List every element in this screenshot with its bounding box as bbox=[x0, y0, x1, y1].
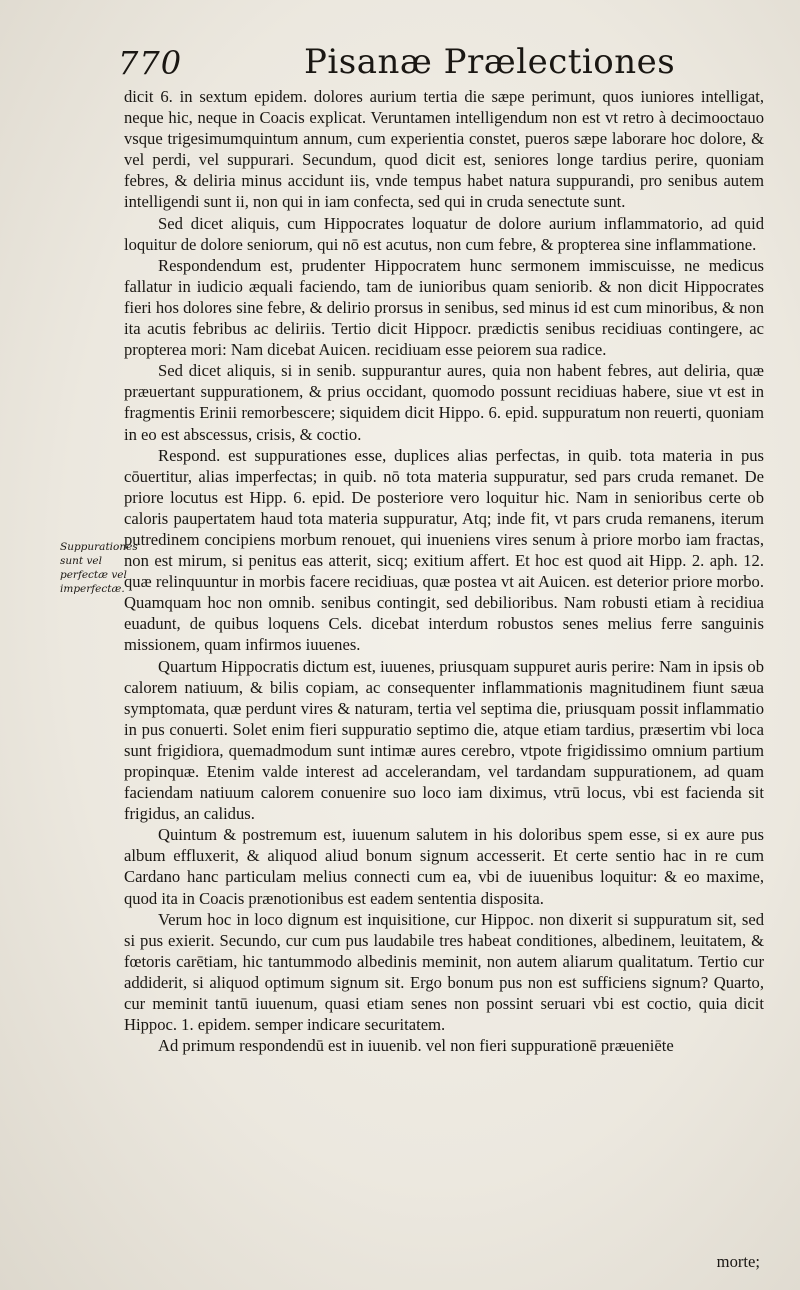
paragraph: Verum hoc in loco dignum est inquisitione, cur Hippoc. non dixerit si suppuratum sit, sed si pus exierit. Secundo, cur cum pus laudabile tres habeat conditiones, albedinem, leuitatem, & fœtoris carētiam, hic tantummodo albedinis meminit, non autem aliarum qualitatum. Tertio cur addiderit, si aliquod optimum signum sit. Ergo bonum pus non est sufficiens signum? Quarto, cur meminit tantū iuuenum, quasi etiam senes non possint seruari vbi est coctio, quia dicit Hippoc. 1. epidem. semper indicare securitatem. bbox=[124, 909, 764, 1035]
paragraph: Ad primum respondendū est in iuuenib. vel non fieri suppurationē præueniēte bbox=[158, 1036, 674, 1056]
page-number: 770 bbox=[118, 44, 183, 82]
paragraph: Sed dicet aliquis, cum Hippocrates loquatur de dolore aurium inflammatorio, ad quid loquitur de dolore seniorum, qui nō est acutus, non cum febre, & propterea sine inflammatione. bbox=[124, 213, 764, 254]
paragraph: Quintum & postremum est, iuuenum salutem in his doloribus spem esse, si ex aure pus album effluxerit, & aliquod aliud bonum signum accesserit. Et certe sentio hac in re cum Cardano hanc particulam melius connecti cum ea, vbi de iuuenibus loquitur: & eo maxime, quod ita in Coacis prænotionibus est eadem sententia disposita. bbox=[124, 825, 764, 908]
paragraph: dicit 6. in sextum epidem. dolores aurium tertia die sæpe perimunt, quos iuniores intelligat, neque hic, neque in Coacis explicat. Veruntamen intelligendum non est vt retro à decimooctauo vsque trigesimumquintum annum, cum experientia constet, pueros sæpe laborare hoc dolore, & vel perdi, vel suppurari. Secundum, quod dicit est, seniores longe tardius perire, quoniam febres, & deliria minus accidunt iis, vnde tempus habet natura suppurandi, pro senibus autem intelligendi sunt ii, non qui in iam confecta, sed qui in cruda senectute sunt. bbox=[124, 87, 764, 212]
page-header bbox=[118, 40, 758, 84]
body-text bbox=[124, 86, 764, 1056]
margin-note: Suppurationes sunt vel perfectæ vel imperfectæ. bbox=[60, 541, 138, 595]
catchword: morte; bbox=[716, 1252, 760, 1271]
running-title: Pisanæ Prælectiones bbox=[304, 42, 676, 82]
paragraph: Sed dicet aliquis, si in senib. suppurantur aures, quia non habent febres, aut deliria, quæ præuertant suppurationem, & prius occidant, quomodo possunt recidiuas habere, siue vt est in fragmentis Erinii remorbescere; siquidem dicit Hippo. 6. epid. suppuratum non reuerti, quoniam in eo est abscessus, crisis, & coctio. bbox=[124, 361, 764, 444]
paragraph: Respondendum est, prudenter Hippocratem hunc sermonem immiscuisse, ne medicus fallatur in iudicio æquali faciendo, tam de iunioribus quam seniorib. & non dicit Hippocrates fieri hos dolores sine febre, & delirio prorsus in senibus, sed minus id est cum minoribus, & non ita acutis febribus ac deliriis. Tertio dicit Hippocr. prædictis senibus recidiuas contingere, ac propterea mori: Nam dicebat Auicen. recidiuam esse peiorem sua radice. bbox=[124, 255, 764, 360]
paragraph: Respond. est suppurationes esse, duplices alias perfectas, in quib. tota materia in pus cōuertitur, alias imperfectas; in quib. nō tota materia suppuratur, sed pars cruda remanet. De priore locutus est Hipp. 6. epid. De posteriore vero loquitur hic. Nam in senioribus certe ob caloris paupertatem haud tota materia suppuratur, Atq; inde fit, vt pars cruda remanens, iterum putredinem concipiens morbum renouet, qui inueniens vires senum à priore morbo iam fractas, non est mirum, si penitus eas atterit, sicq; exitium affert. Et hoc est quod ait Hipp. 2. aph. 12. quæ relinquuntur in morbis facere recidiuas, quæ postea vt ait Auicen. est deterior priore morbo. Quamquam hoc non omnib. senibus contingit, sed debilioribus. Nam robusti etiam à recidiua euadunt, de quibus loquens Cels. dicebat interdum robustos senes melius ferre sanguinis missionem, quam infirmos iuuenes. bbox=[124, 445, 764, 655]
paragraph: Quartum Hippocratis dictum est, iuuenes, priusquam suppuret auris perire: Nam in ipsis ob calorem natiuum, & bilis copiam, ac consequenter inflammationis magnitudinem fiunt sæua symptomata, quæ perdunt vires & naturam, tertia vel septima die, priusquam possit inflammatio in pus conuerti. Solet enim fieri suppuratio septimo die, atque etiam tardius, præsertim vbi loca sunt frigidiora, quemadmodum sunt intimæ aures cerebro, vtpote frigidissimo omnium partium propinquæ. Etenim valde interest ad accelerandam, vel tardandam suppurationem, ad quam faciendam natiuum calorem conuenire suo loco iam diximus, vtrū locus, vbi est facienda sit frigidus, an calidus. bbox=[124, 656, 764, 824]
